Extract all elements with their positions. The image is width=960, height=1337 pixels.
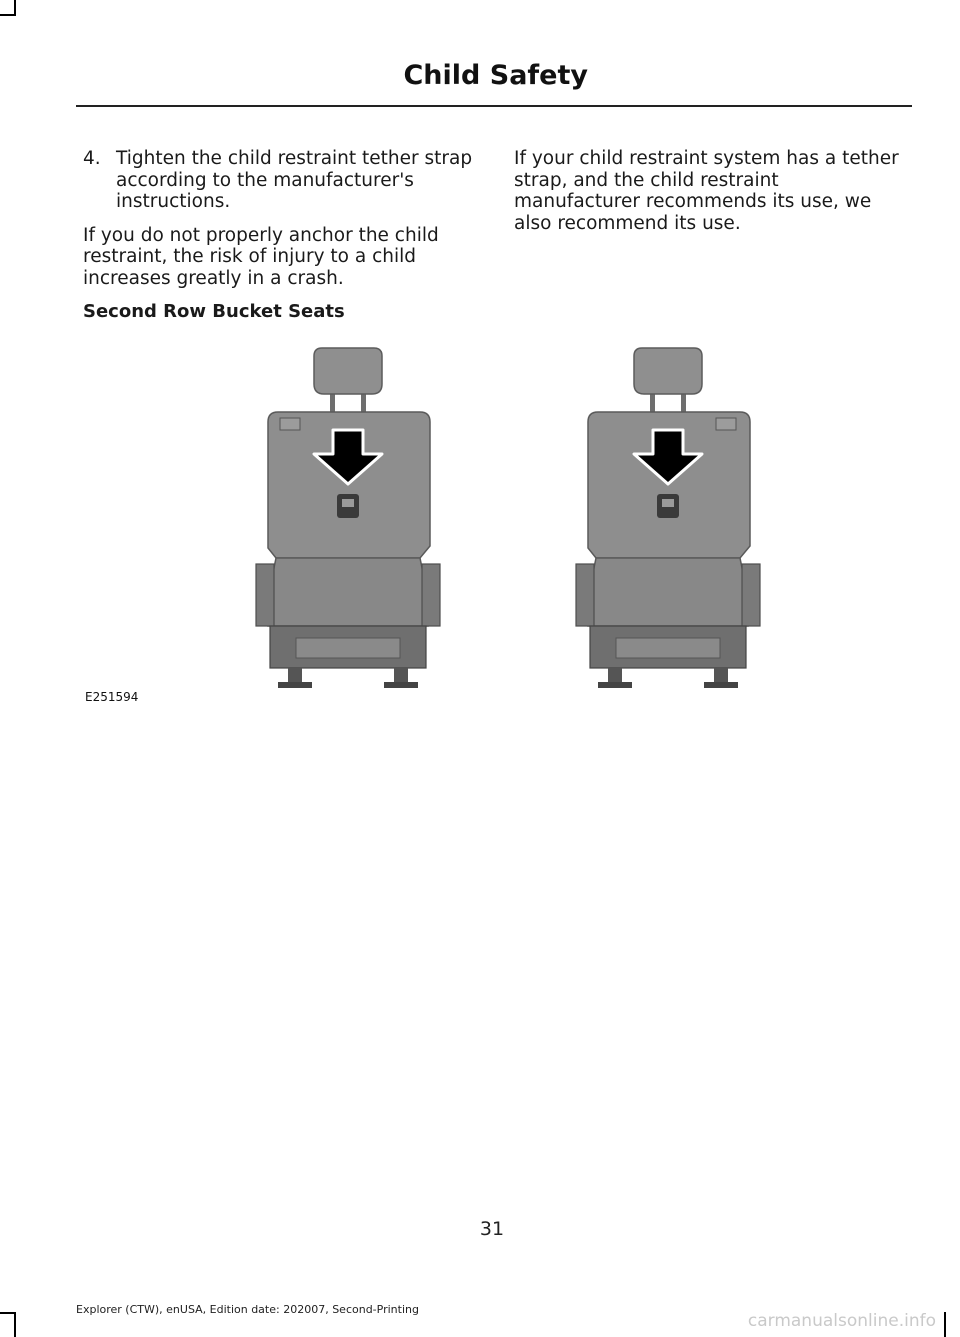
warning-paragraph: If you do not properly anchor the child restraint, the risk of injury to a child increases greatly in a crash.	[83, 224, 439, 289]
crop-mark	[14, 1312, 16, 1337]
left-column	[83, 148, 483, 323]
step-number: 4.	[83, 148, 101, 169]
figure-code: E251594	[85, 690, 139, 704]
crop-mark	[944, 1312, 946, 1337]
step-item	[83, 148, 483, 213]
watermark: carmanualsonline.info	[747, 1311, 936, 1331]
bucket-seats-illustration	[83, 326, 783, 716]
section-subheading: Second Row Bucket Seats	[83, 301, 345, 322]
step-text: Tighten the child restraint tether strap according to the manufacturer's instructions.	[116, 148, 473, 212]
right-column	[514, 148, 910, 246]
page-title: Child Safety	[403, 60, 588, 91]
crop-mark	[0, 14, 16, 16]
header-divider	[76, 105, 912, 107]
left-seat-graphic	[256, 348, 440, 688]
tether-paragraph: If your child restraint system has a tether strap, and the child restraint manufacturer recommends its use, we also recommend its use.	[514, 148, 899, 234]
edition-footer: Explorer (CTW), enUSA, Edition date: 202007, Second-Printing	[76, 1303, 419, 1316]
crop-mark	[0, 1312, 16, 1314]
page-number: 31	[479, 1218, 505, 1240]
right-seat-graphic	[576, 348, 760, 688]
